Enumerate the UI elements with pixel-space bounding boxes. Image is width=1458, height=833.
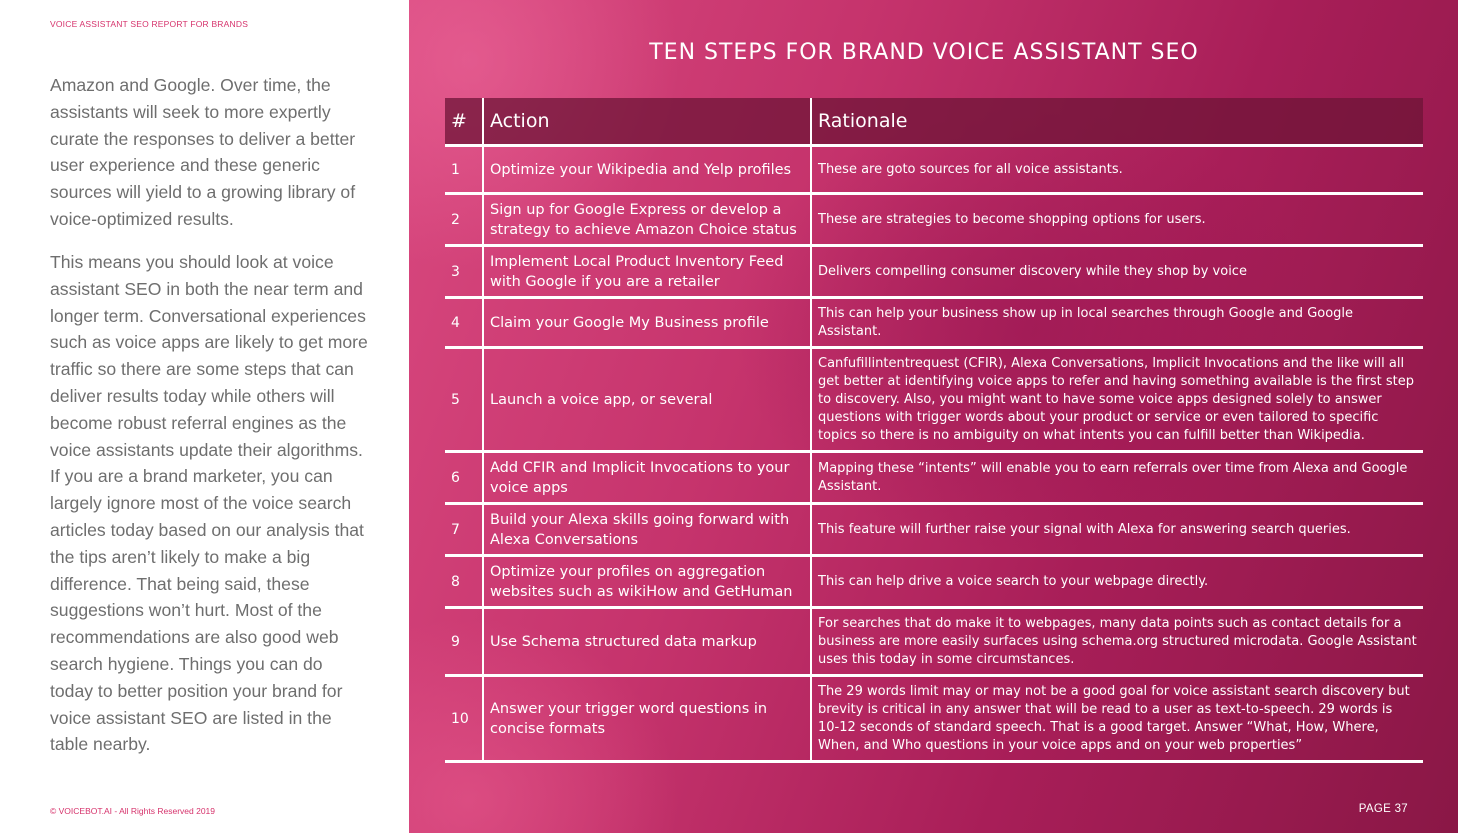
step-number: 5 (445, 348, 483, 452)
table-row (445, 608, 1423, 676)
step-action: Answer your trigger word questions in concise formats (483, 676, 811, 762)
copyright-footer: © VOICEBOT.AI - All Rights Reserved 2019 (50, 806, 215, 816)
table-row (445, 194, 1423, 246)
step-number: 8 (445, 556, 483, 608)
step-rationale: This can help drive a voice search to your webpage directly. (811, 556, 1423, 608)
step-number: 6 (445, 452, 483, 504)
body-paragraph-2: This means you should look at voice assistant SEO in both the near term and longer term. Conversational experiences such as voice apps are likely to get more traffic so there are some steps that can deliver results today while others will become robust referral engines as the voice assistants update their algorithms. If you are a brand marketer, you can largely ignore most of the voice search articles today based on our analysis that the tips aren’t likely to make a big difference. That being said, these suggestions won’t hurt. Most of the recommendations are also good web search hygiene. Things you can do today to better position your brand for voice assistant SEO are listed in the table nearby. (50, 252, 368, 755)
step-number: 3 (445, 246, 483, 298)
report-header-label: VOICE ASSISTANT SEO REPORT FOR BRANDS (50, 19, 249, 29)
table-header-row (445, 98, 1423, 146)
step-action: Optimize your Wikipedia and Yelp profiles (483, 146, 811, 194)
table-title: TEN STEPS FOR BRAND VOICE ASSISTANT SEO (649, 40, 1199, 65)
step-action: Use Schema structured data markup (483, 608, 811, 676)
table-row (445, 298, 1423, 348)
step-rationale: This can help your business show up in local searches through Google and Google Assistant. (811, 298, 1423, 348)
step-rationale: Mapping these “intents” will enable you to earn referrals over time from Alexa and Google Assistant. (811, 452, 1423, 504)
table-row (445, 676, 1423, 762)
step-action: Implement Local Product Inventory Feed with Google if you are a retailer (483, 246, 811, 298)
step-action: Build your Alexa skills going forward with Alexa Conversations (483, 504, 811, 556)
header-number: # (445, 98, 483, 146)
header-action: Action (483, 98, 811, 146)
table-row (445, 246, 1423, 298)
step-action: Sign up for Google Express or develop a strategy to achieve Amazon Choice status (483, 194, 811, 246)
header-rationale: Rationale (811, 98, 1423, 146)
step-rationale: For searches that do make it to webpages, many data points such as contact details for a business are more easily surfaces using schema.org structured microdata. Google Assistant uses this today in some circumstances. (811, 608, 1423, 676)
left-text-panel (0, 0, 409, 833)
step-rationale: Canfufillintentrequest (CFIR), Alexa Conversations, Implicit Invocations and the like will all get better at identifying voice apps to refer and having something available is the first step to discovery. Also, you might want to have some voice apps designed solely to answer questions with trigger words about your product or service or even tailored to specific topics so there is no ambiguity on what intents you can fulfill better than Wikipedia. (811, 348, 1423, 452)
table-row (445, 556, 1423, 608)
step-number: 2 (445, 194, 483, 246)
step-rationale: Delivers compelling consumer discovery while they shop by voice (811, 246, 1423, 298)
step-rationale: This feature will further raise your signal with Alexa for answering search queries. (811, 504, 1423, 556)
step-action: Optimize your profiles on aggregation websites such as wikiHow and GetHuman (483, 556, 811, 608)
step-number: 7 (445, 504, 483, 556)
step-number: 9 (445, 608, 483, 676)
page-number: PAGE 37 (1358, 803, 1408, 815)
step-number: 10 (445, 676, 483, 762)
step-rationale: The 29 words limit may or may not be a good goal for voice assistant search discovery but brevity is critical in any answer that will be read to a user as text-to-speech. 29 words is 10-12 seconds of standard speech. That is a good target. Answer “What, How, Where, When, and Who questions in your voice apps and on your web properties” (811, 676, 1423, 762)
table-row (445, 348, 1423, 452)
table-panel (409, 0, 1458, 833)
step-number: 1 (445, 146, 483, 194)
body-paragraph-1: Amazon and Google. Over time, the assistants will seek to more expertly curate the responses to deliver a better user experience and these generic sources will yield to a growing library of voice-optimized results. (50, 75, 356, 229)
step-number: 4 (445, 298, 483, 348)
step-action: Launch a voice app, or several (483, 348, 811, 452)
steps-table (445, 98, 1423, 763)
table-row (445, 146, 1423, 194)
table-row (445, 452, 1423, 504)
step-rationale: These are strategies to become shopping options for users. (811, 194, 1423, 246)
step-action: Claim your Google My Business profile (483, 298, 811, 348)
step-action: Add CFIR and Implicit Invocations to your voice apps (483, 452, 811, 504)
step-rationale: These are goto sources for all voice assistants. (811, 146, 1423, 194)
table-row (445, 504, 1423, 556)
